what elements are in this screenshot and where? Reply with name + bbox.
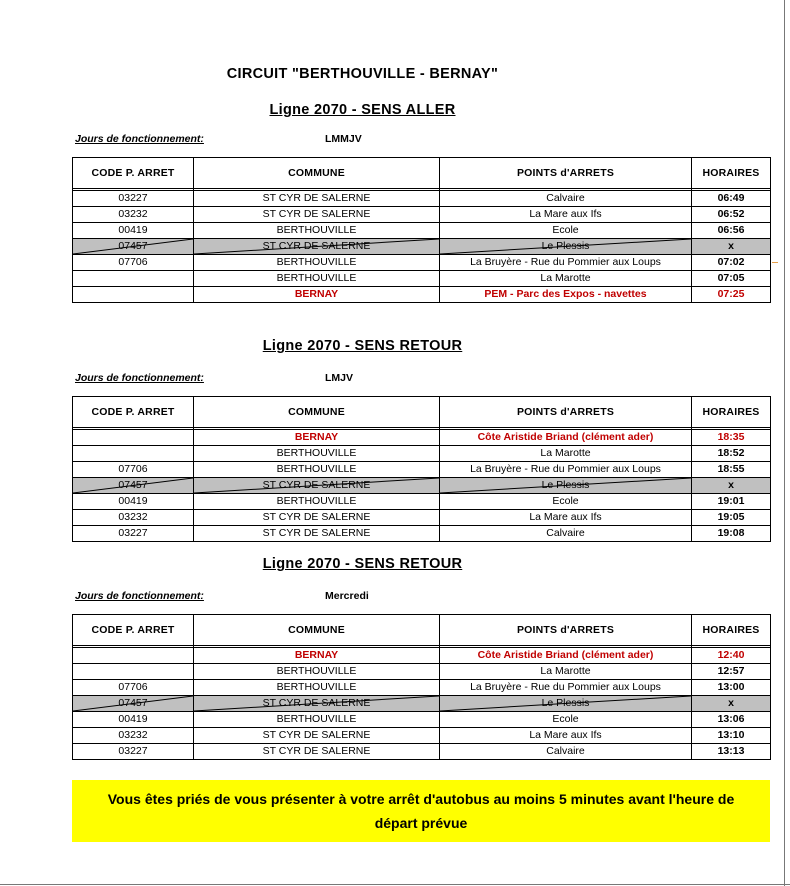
stop-code-cell: 00419: [73, 223, 194, 239]
stop-name-cell: La Mare aux Ifs: [440, 510, 692, 526]
stop-name-cell: Le Plessis: [440, 239, 692, 255]
commune-cell: BERTHOUVILLE: [194, 462, 440, 478]
departure-time-cell: 18:55: [692, 462, 771, 478]
stop-name-cell: La Marotte: [440, 271, 692, 287]
commune-cell: BERTHOUVILLE: [194, 680, 440, 696]
table-row: [73, 728, 771, 744]
section-title-retour-mercredi: Ligne 2070 - SENS RETOUR: [262, 556, 463, 572]
column-header-stop-code: CODE P. ARRET: [73, 158, 194, 189]
departure-time-cell: 12:57: [692, 664, 771, 680]
table-row: [73, 462, 771, 478]
stop-code-cell: [73, 664, 194, 680]
cancelled-stop-row: [73, 478, 771, 494]
column-header-stop-name: POINTS d'ARRETS: [440, 158, 692, 189]
margin-mark: [772, 262, 778, 263]
page-edge-right: [784, 0, 785, 886]
stop-name-cell: Côte Aristide Briand (clément ader): [440, 430, 692, 446]
stop-code-cell: 03232: [73, 510, 194, 526]
stop-name-cell: Ecole: [440, 223, 692, 239]
commune-cell: ST CYR DE SALERNE: [194, 478, 440, 494]
departure-time-cell: 06:49: [692, 191, 771, 207]
stop-code-cell: 07457: [73, 478, 194, 494]
column-header-stop-name: POINTS d'ARRETS: [440, 397, 692, 428]
column-header-departure-time: HORAIRES: [692, 397, 771, 428]
table-row: [73, 287, 771, 303]
departure-time-cell: 13:06: [692, 712, 771, 728]
commune-cell: BERTHOUVILLE: [194, 271, 440, 287]
schedule-table-retour: [72, 396, 771, 542]
page-edge-bottom: [0, 884, 790, 885]
commune-cell: ST CYR DE SALERNE: [194, 696, 440, 712]
operating-days-value: LMMJV: [325, 133, 362, 145]
stop-name-cell: Côte Aristide Briand (clément ader): [440, 648, 692, 664]
column-header-stop-name: POINTS d'ARRETS: [440, 615, 692, 646]
departure-time-cell: 18:35: [692, 430, 771, 446]
stop-code-cell: 07706: [73, 462, 194, 478]
column-header-departure-time: HORAIRES: [692, 615, 771, 646]
table-row: [73, 191, 771, 207]
table-row: [73, 207, 771, 223]
stop-code-cell: 00419: [73, 712, 194, 728]
departure-time-cell: 12:40: [692, 648, 771, 664]
operating-days-label: Jours de fonctionnement:: [75, 590, 204, 602]
commune-cell: BERNAY: [194, 430, 440, 446]
table-header-row: [73, 397, 771, 428]
cancelled-stop-row: [73, 239, 771, 255]
stop-code-cell: [73, 287, 194, 303]
table-row: [73, 494, 771, 510]
departure-time-cell: 06:56: [692, 223, 771, 239]
stop-code-cell: 03227: [73, 191, 194, 207]
stop-code-cell: 03227: [73, 744, 194, 760]
table-header-row: [73, 615, 771, 646]
stop-name-cell: La Bruyère - Rue du Pommier aux Loups: [440, 680, 692, 696]
stop-code-cell: 03227: [73, 526, 194, 542]
stop-name-cell: PEM - Parc des Expos - navettes: [440, 287, 692, 303]
stop-name-cell: Le Plessis: [440, 478, 692, 494]
departure-time-cell: x: [692, 239, 771, 255]
commune-cell: BERTHOUVILLE: [194, 446, 440, 462]
departure-time-cell: 13:00: [692, 680, 771, 696]
stop-code-cell: 07706: [73, 255, 194, 271]
table-row: [73, 664, 771, 680]
cancelled-stop-row: [73, 696, 771, 712]
stop-code-cell: 07457: [73, 239, 194, 255]
commune-cell: ST CYR DE SALERNE: [194, 744, 440, 760]
table-row: [73, 648, 771, 664]
stop-name-cell: La Mare aux Ifs: [440, 728, 692, 744]
operating-days-label: Jours de fonctionnement:: [75, 372, 204, 384]
stop-name-cell: Ecole: [440, 712, 692, 728]
departure-time-cell: x: [692, 696, 771, 712]
departure-time-cell: 19:05: [692, 510, 771, 526]
stop-name-cell: Ecole: [440, 494, 692, 510]
operating-days-value: LMJV: [325, 372, 354, 384]
section-title-retour: Ligne 2070 - SENS RETOUR: [262, 338, 463, 354]
stop-code-cell: [73, 271, 194, 287]
stop-code-cell: 03232: [73, 207, 194, 223]
departure-time-cell: 13:10: [692, 728, 771, 744]
stop-code-cell: [73, 430, 194, 446]
stop-code-cell: 07706: [73, 680, 194, 696]
table-row: [73, 430, 771, 446]
stop-name-cell: La Bruyère - Rue du Pommier aux Loups: [440, 462, 692, 478]
column-header-commune: COMMUNE: [194, 615, 440, 646]
stop-name-cell: La Marotte: [440, 664, 692, 680]
stop-code-cell: [73, 446, 194, 462]
commune-cell: BERTHOUVILLE: [194, 712, 440, 728]
table-header-row: [73, 158, 771, 189]
commune-cell: ST CYR DE SALERNE: [194, 728, 440, 744]
commune-cell: BERTHOUVILLE: [194, 494, 440, 510]
table-row: [73, 744, 771, 760]
schedule-table-mercredi: [72, 614, 771, 760]
column-header-stop-code: CODE P. ARRET: [73, 615, 194, 646]
notice-text: Vous êtes priés de vous présenter à votre arrêt d'autobus au moins 5 minutes avant l'heure de départ prévue: [107, 791, 735, 831]
stop-code-cell: [73, 648, 194, 664]
commune-cell: ST CYR DE SALERNE: [194, 510, 440, 526]
commune-cell: ST CYR DE SALERNE: [194, 239, 440, 255]
table-row: [73, 446, 771, 462]
departure-time-cell: x: [692, 478, 771, 494]
commune-cell: BERNAY: [194, 287, 440, 303]
departure-time-cell: 07:25: [692, 287, 771, 303]
table-row: [73, 680, 771, 696]
document-title: CIRCUIT "BERTHOUVILLE - BERNAY": [226, 66, 499, 82]
stop-name-cell: La Bruyère - Rue du Pommier aux Loups: [440, 255, 692, 271]
commune-cell: ST CYR DE SALERNE: [194, 191, 440, 207]
stop-code-cell: 03232: [73, 728, 194, 744]
operating-days-label: Jours de fonctionnement:: [75, 133, 204, 145]
stop-name-cell: La Mare aux Ifs: [440, 207, 692, 223]
commune-cell: ST CYR DE SALERNE: [194, 526, 440, 542]
section-title-aller: Ligne 2070 - SENS ALLER: [269, 102, 456, 118]
column-header-stop-code: CODE P. ARRET: [73, 397, 194, 428]
stop-name-cell: Le Plessis: [440, 696, 692, 712]
stop-name-cell: Calvaire: [440, 191, 692, 207]
column-header-departure-time: HORAIRES: [692, 158, 771, 189]
commune-cell: BERTHOUVILLE: [194, 223, 440, 239]
stop-code-cell: 00419: [73, 494, 194, 510]
operating-days-value: Mercredi: [325, 590, 369, 602]
commune-cell: BERNAY: [194, 648, 440, 664]
commune-cell: BERTHOUVILLE: [194, 664, 440, 680]
stop-name-cell: Calvaire: [440, 744, 692, 760]
table-row: [73, 510, 771, 526]
table-row: [73, 223, 771, 239]
table-row: [73, 255, 771, 271]
commune-cell: BERTHOUVILLE: [194, 255, 440, 271]
table-row: [73, 526, 771, 542]
departure-time-cell: 19:08: [692, 526, 771, 542]
departure-time-cell: 13:13: [692, 744, 771, 760]
column-header-commune: COMMUNE: [194, 158, 440, 189]
notice-banner: [72, 780, 770, 842]
table-row: [73, 271, 771, 287]
column-header-commune: COMMUNE: [194, 397, 440, 428]
stop-name-cell: La Marotte: [440, 446, 692, 462]
departure-time-cell: 19:01: [692, 494, 771, 510]
table-row: [73, 712, 771, 728]
departure-time-cell: 06:52: [692, 207, 771, 223]
departure-time-cell: 18:52: [692, 446, 771, 462]
stop-name-cell: Calvaire: [440, 526, 692, 542]
departure-time-cell: 07:05: [692, 271, 771, 287]
departure-time-cell: 07:02: [692, 255, 771, 271]
commune-cell: ST CYR DE SALERNE: [194, 207, 440, 223]
stop-code-cell: 07457: [73, 696, 194, 712]
schedule-table-aller: [72, 157, 771, 303]
